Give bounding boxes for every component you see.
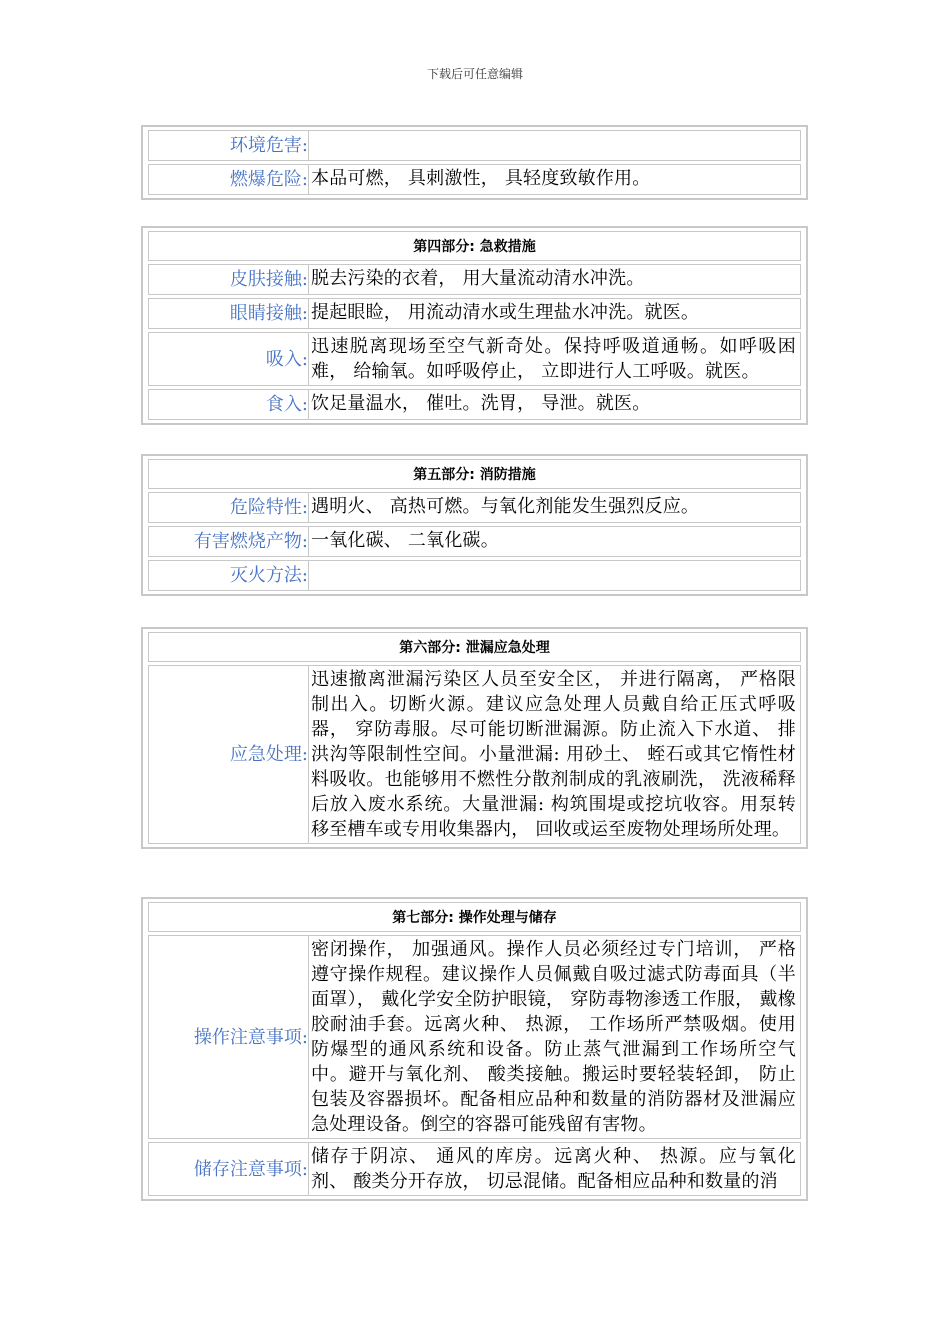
section-handling-storage [141, 897, 808, 1201]
row-value: 脱去污染的衣着， 用大量流动清水冲洗。 [311, 268, 645, 289]
row-value [309, 561, 800, 590]
row-value: 本品可燃， 具刺激性， 具轻度致敏作用。 [311, 168, 651, 189]
table-row [148, 164, 801, 195]
row-label: 皮肤接触: [149, 265, 309, 294]
table-row [148, 560, 801, 591]
row-label: 吸入: [149, 333, 309, 385]
row-value: 遇明火、 高热可燃。与氧化剂能发生强烈反应。 [311, 496, 700, 517]
section-title: 第五部分: 消防措施 [148, 459, 801, 489]
page-header-note: 下载后可任意编辑 [426, 67, 523, 81]
row-value: 迅速撤离泄漏污染区人员至安全区， 并进行隔离， 严格限制出入。切断火源。建议应急处理人员戴自给正压式呼吸器， 穿防毒服。尽可能切断泄漏源。防止流入下水道、 排洪沟等限制性空间。小量泄漏: 用砂土、 蛭石或其它惰性材料吸收。也能够用不燃性分散剂制成的乳液刷洗， 洗液稀释后放入废水系统。大量泄漏: 构筑围堤或挖坑收容。用泵转移至槽车或专用收集器内， 回收或运至废物处理场所处理。 [311, 669, 796, 840]
table-row [148, 298, 801, 329]
row-label: 眼睛接触: [149, 299, 309, 328]
row-value [309, 131, 800, 160]
table-row [148, 492, 801, 523]
table-row [148, 1142, 801, 1196]
section-firefighting [141, 454, 808, 596]
table-row [148, 389, 801, 420]
table-row [148, 130, 801, 161]
row-label: 储存注意事项: [149, 1143, 309, 1195]
table-row [148, 526, 801, 557]
row-value: 提起眼睑， 用流动清水或生理盐水冲洗。就医。 [311, 302, 700, 323]
table-row [148, 665, 801, 844]
row-label: 环境危害: [149, 131, 309, 160]
row-label: 应急处理: [149, 666, 309, 843]
section-title: 第六部分: 泄漏应急处理 [148, 632, 801, 662]
row-label: 危险特性: [149, 493, 309, 522]
table-row [148, 332, 801, 386]
row-label: 食入: [149, 390, 309, 419]
row-value: 迅速脱离现场至空气新奇处。保持呼吸道通畅。如呼吸困难， 给输氧。如呼吸停止， 立即进行人工呼吸。就医。 [311, 336, 796, 382]
row-label: 燃爆危险: [149, 165, 309, 194]
row-value: 饮足量温水， 催吐。洗胃， 导泄。就医。 [311, 393, 651, 414]
section-title: 第七部分: 操作处理与储存 [148, 902, 801, 932]
table-row [148, 935, 801, 1139]
section-first-aid [141, 226, 808, 425]
row-label: 灭火方法: [149, 561, 309, 590]
section-hazards [141, 125, 808, 200]
row-label: 有害燃烧产物: [149, 527, 309, 556]
section-title: 第四部分: 急救措施 [148, 231, 801, 261]
row-value: 一氧化碳、 二氧化碳。 [311, 530, 499, 551]
row-value: 密闭操作， 加强通风。操作人员必须经过专门培训， 严格遵守操作规程。建议操作人员佩戴自吸过滤式防毒面具（半面罩）， 戴化学安全防护眼镜， 穿防毒物渗透工作服， 戴橡胶耐油手套。远离火种、 热源， 工作场所严禁吸烟。使用防爆型的通风系统和设备。防止蒸气泄漏到工作场所空气中。避开与氧化剂、 酸类接触。搬运时要轻装轻卸， 防止包装及容器损坏。配备相应品种和数量的消防器材及泄漏应急处理设备。倒空的容器可能残留有害物。 [311, 939, 796, 1135]
section-spill-response [141, 627, 808, 849]
table-row [148, 264, 801, 295]
row-value: 储存于阴凉、 通风的库房。远离火种、 热源。应与氧化剂、 酸类分开存放， 切忌混储。配备相应品种和数量的消 [311, 1146, 796, 1192]
row-label: 操作注意事项: [149, 936, 309, 1138]
